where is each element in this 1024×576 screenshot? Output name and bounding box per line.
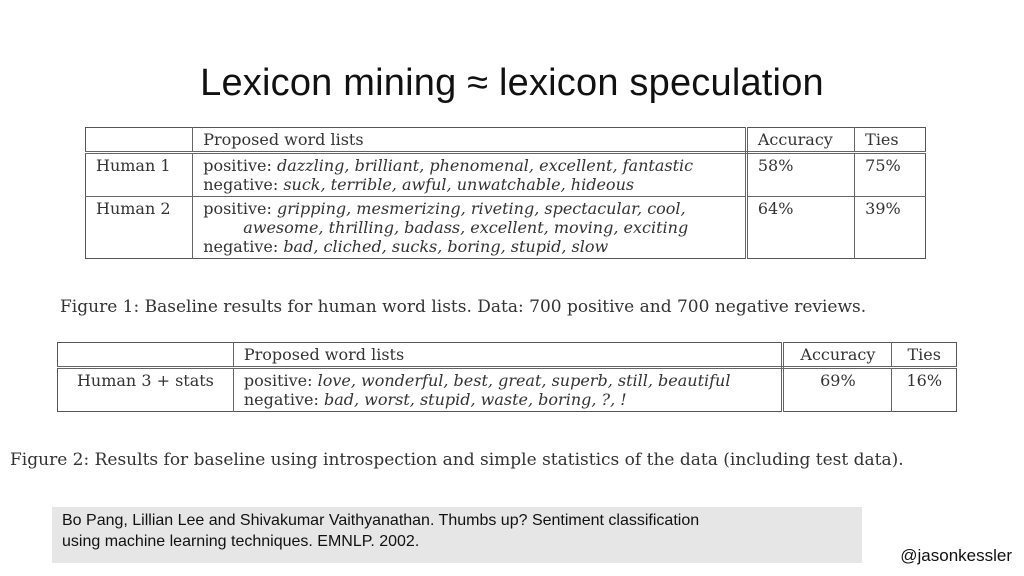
accuracy-value: 69% [783,368,892,412]
header-cell: Ties [892,343,957,368]
positive-words: love, wonderful, best, great, superb, still, beautiful [317,371,731,390]
negative-prefix: negative: [203,175,279,194]
word-lists-cell [233,368,782,412]
negative-prefix: negative: [243,390,319,409]
positive-prefix: positive: [203,156,272,175]
citation-box [52,507,862,563]
header-cell [86,128,193,153]
table-row [58,368,957,412]
negative-prefix: negative: [203,237,279,256]
author-handle: @jasonkessler [900,546,1012,565]
citation-line: using machine learning techniques. EMNLP. 2002. [62,533,420,550]
row-label: Human 2 [96,199,171,218]
positive-words: dazzling, brilliant, phenomenal, excellent, fantastic [276,156,694,175]
row-label: Human 1 [86,153,193,197]
figure-1-caption: Figure 1: Baseline results for human word lists. Data: 700 positive and 700 negative reviews. [60,297,867,317]
positive-words: gripping, mesmerizing, riveting, spectacular, cool, [276,199,686,218]
accuracy-value: 58% [746,153,854,197]
negative-words: suck, terrible, awful, unwatchable, hideous [283,175,635,194]
citation-line: Bo Pang, Lillian Lee and Shivakumar Vaithyanathan. Thumbs up? Sentiment classification [62,512,700,529]
slide-title: Lexicon mining ≈ lexicon speculation [200,62,824,104]
human-word-lists-table [85,127,926,259]
ties-value: 39% [855,197,926,259]
positive-prefix: positive: [203,199,272,218]
row-label: Human 3 + stats [76,371,214,390]
human-stats-word-lists-table [57,342,957,412]
negative-words: bad, cliched, sucks, boring, stupid, slow [283,237,609,256]
header-cell: Accuracy [746,128,854,153]
table-header-row [58,343,957,368]
header-cell: Ties [855,128,926,153]
caption-text: Figure 2: Results for baseline using introspection and simple statistics of the data (including [10,450,816,470]
word-lists-cell [193,153,747,197]
header-cell: Proposed word lists [193,128,747,153]
caption-italic-text: test [815,450,849,470]
caption-text-end: data). [848,450,904,470]
table-header-row [86,128,926,153]
figure-2-caption [10,450,904,470]
header-cell: Accuracy [783,343,892,368]
header-cell: Proposed word lists [233,343,782,368]
ties-value: 16% [892,368,957,412]
positive-prefix: positive: [243,371,313,390]
table-row [86,153,926,197]
negative-words: bad, worst, stupid, waste, boring, ?, ! [323,390,627,409]
header-cell [58,343,234,368]
accuracy-value: 64% [746,197,854,259]
positive-words-continued: awesome, thrilling, badass, excellent, moving, exciting [243,218,689,237]
word-lists-cell [193,197,747,259]
table-row [86,197,926,259]
ties-value: 75% [855,153,926,197]
